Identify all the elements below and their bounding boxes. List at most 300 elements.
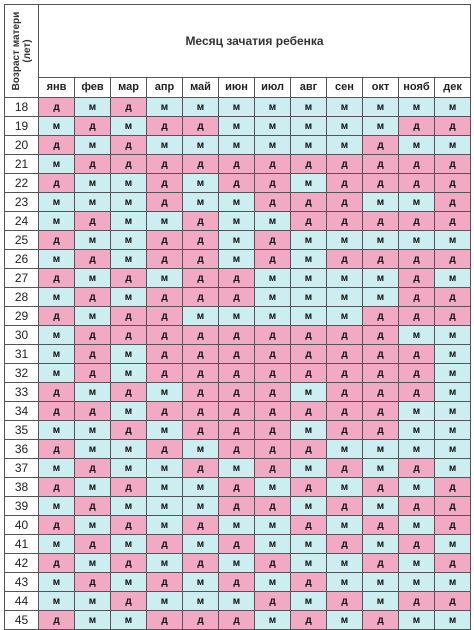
age-column-label: Возраст матери (лет) <box>10 11 33 91</box>
gender-cell: м <box>291 383 327 402</box>
gender-cell: д <box>255 174 291 193</box>
gender-cell: м <box>219 193 255 212</box>
table-row <box>5 592 471 611</box>
gender-cell: д <box>255 155 291 174</box>
gender-cell: м <box>255 98 291 117</box>
mother-age-cell: 36 <box>5 440 39 459</box>
gender-cell: д <box>111 421 147 440</box>
gender-cell: м <box>183 307 219 326</box>
gender-cell: м <box>147 478 183 497</box>
gender-cell: д <box>435 307 471 326</box>
gender-cell: м <box>327 611 363 630</box>
gender-cell: д <box>255 231 291 250</box>
gender-cell: м <box>39 288 75 307</box>
gender-cell: м <box>399 98 435 117</box>
gender-cell: м <box>291 288 327 307</box>
gender-cell: м <box>435 383 471 402</box>
gender-cell: д <box>183 459 219 478</box>
gender-cell: д <box>291 440 327 459</box>
gender-cell: д <box>255 383 291 402</box>
table-row <box>5 212 471 231</box>
gender-cell: д <box>291 155 327 174</box>
gender-cell: д <box>219 326 255 345</box>
gender-cell: д <box>111 554 147 573</box>
table-row <box>5 573 471 592</box>
gender-cell: д <box>291 212 327 231</box>
gender-cell: д <box>147 117 183 136</box>
gender-cell: д <box>291 573 327 592</box>
gender-cell: д <box>327 250 363 269</box>
gender-cell: д <box>39 516 75 535</box>
gender-cell: д <box>327 402 363 421</box>
gender-cell: м <box>291 421 327 440</box>
gender-cell: д <box>147 155 183 174</box>
table-row <box>5 402 471 421</box>
gender-cell: д <box>219 345 255 364</box>
gender-cell: д <box>75 402 111 421</box>
gender-cell: д <box>255 326 291 345</box>
gender-cell: м <box>255 516 291 535</box>
gender-cell: д <box>399 459 435 478</box>
mother-age-cell: 27 <box>5 269 39 288</box>
gender-cell: д <box>183 383 219 402</box>
gender-cell: м <box>219 212 255 231</box>
gender-cell: м <box>363 440 399 459</box>
gender-cell: д <box>399 592 435 611</box>
gender-cell: м <box>255 573 291 592</box>
table-row <box>5 326 471 345</box>
gender-cell: д <box>39 478 75 497</box>
gender-cell: д <box>255 440 291 459</box>
mother-age-cell: 31 <box>5 345 39 364</box>
gender-cell: д <box>255 193 291 212</box>
gender-cell: д <box>327 592 363 611</box>
gender-cell: д <box>399 288 435 307</box>
mother-age-cell: 25 <box>5 231 39 250</box>
gender-cell: м <box>435 535 471 554</box>
gender-cell: д <box>363 212 399 231</box>
gender-cell: д <box>147 174 183 193</box>
gender-cell: м <box>291 250 327 269</box>
gender-cell: м <box>183 98 219 117</box>
gender-cell: д <box>399 383 435 402</box>
gender-cell: м <box>183 440 219 459</box>
gender-cell: д <box>255 459 291 478</box>
gender-cell: м <box>291 136 327 155</box>
gender-cell: д <box>75 459 111 478</box>
gender-cell: м <box>39 212 75 231</box>
gender-cell: м <box>75 592 111 611</box>
gender-cell: м <box>255 307 291 326</box>
gender-cell: д <box>399 307 435 326</box>
gender-cell: м <box>39 364 75 383</box>
gender-cell: д <box>255 250 291 269</box>
gender-cell: д <box>39 231 75 250</box>
mother-age-cell: 35 <box>5 421 39 440</box>
gender-cell: д <box>363 421 399 440</box>
gender-cell: м <box>147 383 183 402</box>
gender-cell: м <box>111 212 147 231</box>
gender-cell: м <box>291 307 327 326</box>
gender-cell: д <box>183 288 219 307</box>
gender-cell: м <box>435 611 471 630</box>
gender-cell: д <box>363 554 399 573</box>
gender-cell: д <box>219 383 255 402</box>
gender-cell: д <box>147 231 183 250</box>
gender-cell: м <box>75 554 111 573</box>
gender-cell: м <box>363 497 399 516</box>
gender-cell: д <box>75 288 111 307</box>
gender-cell: д <box>183 212 219 231</box>
gender-cell: д <box>75 497 111 516</box>
gender-cell: м <box>435 402 471 421</box>
month-header: авг <box>291 77 327 97</box>
gender-cell: д <box>147 535 183 554</box>
gender-cell: м <box>111 497 147 516</box>
table-row <box>5 421 471 440</box>
gender-cell: м <box>219 592 255 611</box>
gender-cell: м <box>255 269 291 288</box>
gender-cell: м <box>219 307 255 326</box>
gender-cell: м <box>435 345 471 364</box>
gender-cell: д <box>147 250 183 269</box>
gender-cell: д <box>255 497 291 516</box>
table-row <box>5 231 471 250</box>
gender-cell: д <box>327 421 363 440</box>
gender-cell: м <box>75 440 111 459</box>
mother-age-cell: 19 <box>5 117 39 136</box>
conception-chart <box>4 4 470 627</box>
gender-cell: м <box>363 573 399 592</box>
gender-cell: д <box>363 345 399 364</box>
gender-cell: д <box>327 459 363 478</box>
gender-cell: д <box>219 288 255 307</box>
gender-cell: м <box>327 516 363 535</box>
gender-cell: м <box>111 459 147 478</box>
gender-cell: д <box>435 516 471 535</box>
gender-cell: м <box>255 136 291 155</box>
gender-cell: д <box>147 288 183 307</box>
gender-cell: д <box>219 364 255 383</box>
gender-cell: д <box>291 478 327 497</box>
table-row <box>5 535 471 554</box>
table-row <box>5 440 471 459</box>
gender-cell: д <box>327 174 363 193</box>
gender-cell: м <box>327 573 363 592</box>
mother-age-cell: 20 <box>5 136 39 155</box>
gender-cell: м <box>183 535 219 554</box>
gender-cell: д <box>75 364 111 383</box>
gender-cell: д <box>255 592 291 611</box>
gender-cell: м <box>75 516 111 535</box>
month-header: янв <box>39 77 75 97</box>
gender-cell: м <box>327 98 363 117</box>
gender-cell: м <box>219 136 255 155</box>
gender-cell: м <box>327 136 363 155</box>
gender-cell: д <box>183 326 219 345</box>
table-row <box>5 269 471 288</box>
gender-cell: д <box>75 535 111 554</box>
gender-cell: м <box>147 516 183 535</box>
gender-cell: д <box>291 364 327 383</box>
gender-cell: м <box>75 611 111 630</box>
gender-cell: м <box>183 193 219 212</box>
gender-cell: д <box>147 326 183 345</box>
gender-cell: д <box>147 611 183 630</box>
gender-cell: м <box>111 402 147 421</box>
gender-cell: м <box>291 592 327 611</box>
gender-cell: м <box>75 269 111 288</box>
gender-cell: д <box>291 402 327 421</box>
gender-cell: д <box>399 345 435 364</box>
gender-cell: д <box>255 554 291 573</box>
gender-cell: д <box>435 212 471 231</box>
gender-cell: м <box>363 117 399 136</box>
gender-cell: д <box>363 136 399 155</box>
gender-cell: д <box>435 497 471 516</box>
month-header: окт <box>363 77 399 97</box>
gender-cell: д <box>183 269 219 288</box>
gender-cell: д <box>219 421 255 440</box>
gender-cell: д <box>255 345 291 364</box>
gender-cell: д <box>435 288 471 307</box>
gender-cell: м <box>399 554 435 573</box>
gender-cell: д <box>75 250 111 269</box>
gender-cell: м <box>327 554 363 573</box>
gender-cell: д <box>435 117 471 136</box>
mother-age-cell: 38 <box>5 478 39 497</box>
age-column-header <box>5 5 39 98</box>
mother-age-cell: 40 <box>5 516 39 535</box>
gender-cell: д <box>327 497 363 516</box>
gender-cell: м <box>399 136 435 155</box>
gender-cell: м <box>183 497 219 516</box>
gender-cell: д <box>39 383 75 402</box>
mother-age-cell: 42 <box>5 554 39 573</box>
mother-age-cell: 41 <box>5 535 39 554</box>
gender-cell: д <box>363 383 399 402</box>
gender-cell: д <box>75 212 111 231</box>
gender-cell: м <box>111 250 147 269</box>
gender-cell: м <box>363 98 399 117</box>
gender-cell: м <box>147 136 183 155</box>
gender-cell: д <box>39 136 75 155</box>
gender-cell: м <box>39 459 75 478</box>
gender-cell: д <box>363 174 399 193</box>
gender-cell: м <box>147 554 183 573</box>
gender-cell: м <box>219 117 255 136</box>
table-body <box>5 98 471 630</box>
gender-cell: д <box>39 269 75 288</box>
gender-cell: д <box>435 592 471 611</box>
mother-age-cell: 29 <box>5 307 39 326</box>
table-title: Месяц зачатия ребенка <box>39 5 471 78</box>
gender-cell: д <box>147 402 183 421</box>
gender-cell: м <box>75 231 111 250</box>
gender-cell: д <box>435 250 471 269</box>
gender-cell: д <box>111 383 147 402</box>
mother-age-cell: 45 <box>5 611 39 630</box>
gender-cell: м <box>399 193 435 212</box>
gender-cell: м <box>183 136 219 155</box>
gender-cell: д <box>435 174 471 193</box>
gender-cell: м <box>183 174 219 193</box>
gender-cell: м <box>39 250 75 269</box>
gender-cell: д <box>75 117 111 136</box>
gender-cell: д <box>111 136 147 155</box>
gender-cell: м <box>147 269 183 288</box>
gender-cell: м <box>399 326 435 345</box>
gender-cell: д <box>435 478 471 497</box>
table-row <box>5 364 471 383</box>
gender-cell: м <box>399 402 435 421</box>
gender-cell: м <box>39 117 75 136</box>
gender-cell: м <box>111 364 147 383</box>
gender-cell: м <box>399 440 435 459</box>
table-row <box>5 174 471 193</box>
month-header: нояб <box>399 77 435 97</box>
gender-cell: м <box>183 592 219 611</box>
gender-cell: д <box>327 155 363 174</box>
gender-cell: м <box>111 611 147 630</box>
gender-cell: м <box>111 174 147 193</box>
gender-cell: м <box>291 98 327 117</box>
gender-cell: м <box>75 383 111 402</box>
gender-cell: м <box>399 421 435 440</box>
gender-cell: д <box>183 345 219 364</box>
gender-cell: м <box>435 326 471 345</box>
gender-cell: м <box>363 288 399 307</box>
month-header: сен <box>327 77 363 97</box>
gender-cell: д <box>291 193 327 212</box>
gender-cell: м <box>291 269 327 288</box>
gender-cell: м <box>39 535 75 554</box>
gender-cell: д <box>363 155 399 174</box>
gender-cell: м <box>435 421 471 440</box>
gender-cell: д <box>327 345 363 364</box>
gender-cell: д <box>39 611 75 630</box>
gender-cell: д <box>399 269 435 288</box>
table-row <box>5 554 471 573</box>
mother-age-cell: 23 <box>5 193 39 212</box>
gender-cell: м <box>111 345 147 364</box>
gender-cell: м <box>147 421 183 440</box>
gender-cell: д <box>183 117 219 136</box>
table-row <box>5 117 471 136</box>
gender-cell: д <box>363 611 399 630</box>
mother-age-cell: 21 <box>5 155 39 174</box>
gender-cell: м <box>39 573 75 592</box>
mother-age-cell: 22 <box>5 174 39 193</box>
gender-cell: д <box>75 326 111 345</box>
gender-cell: д <box>111 98 147 117</box>
gender-cell: м <box>327 288 363 307</box>
gender-cell: м <box>327 269 363 288</box>
gender-cell: д <box>147 440 183 459</box>
table-row <box>5 516 471 535</box>
gender-cell: д <box>111 155 147 174</box>
gender-cell: д <box>435 554 471 573</box>
gender-cell: д <box>75 155 111 174</box>
gender-cell: м <box>75 193 111 212</box>
gender-cell: д <box>219 535 255 554</box>
gender-cell: д <box>291 611 327 630</box>
gender-cell: м <box>75 421 111 440</box>
gender-cell: д <box>111 269 147 288</box>
mother-age-cell: 30 <box>5 326 39 345</box>
gender-cell: м <box>111 193 147 212</box>
gender-cell: м <box>327 440 363 459</box>
mother-age-cell: 44 <box>5 592 39 611</box>
month-header: фев <box>75 77 111 97</box>
gender-cell: д <box>291 516 327 535</box>
gender-cell: м <box>39 155 75 174</box>
mother-age-cell: 43 <box>5 573 39 592</box>
table-row <box>5 155 471 174</box>
gender-cell: д <box>327 212 363 231</box>
gender-cell: м <box>327 231 363 250</box>
table-row <box>5 383 471 402</box>
table-row <box>5 193 471 212</box>
gender-cell: д <box>219 155 255 174</box>
gender-cell: м <box>147 592 183 611</box>
gender-cell: д <box>183 402 219 421</box>
gender-cell: д <box>435 155 471 174</box>
gender-cell: м <box>435 459 471 478</box>
table-row <box>5 497 471 516</box>
gender-cell: м <box>435 573 471 592</box>
gender-cell: м <box>39 193 75 212</box>
gender-cell: м <box>327 478 363 497</box>
gender-cell: м <box>363 592 399 611</box>
gender-cell: м <box>39 345 75 364</box>
gender-cell: м <box>399 478 435 497</box>
gender-cell: д <box>147 345 183 364</box>
gender-cell: м <box>111 535 147 554</box>
gender-cell: м <box>147 459 183 478</box>
mother-age-cell: 34 <box>5 402 39 421</box>
gender-cell: м <box>291 459 327 478</box>
gender-cell: д <box>111 326 147 345</box>
gender-cell: д <box>219 174 255 193</box>
gender-cell: д <box>327 364 363 383</box>
gender-cell: д <box>147 573 183 592</box>
gender-cell: д <box>183 250 219 269</box>
gender-cell: м <box>435 269 471 288</box>
mother-age-cell: 24 <box>5 212 39 231</box>
gender-cell: м <box>291 174 327 193</box>
gender-cell: д <box>399 155 435 174</box>
gender-cell: д <box>219 402 255 421</box>
gender-cell: д <box>255 421 291 440</box>
gender-cell: м <box>75 174 111 193</box>
gender-cell: м <box>183 573 219 592</box>
gender-cell: д <box>111 592 147 611</box>
month-header-row <box>5 77 471 97</box>
gender-cell: м <box>111 231 147 250</box>
month-header: июн <box>219 77 255 97</box>
gender-cell: д <box>183 554 219 573</box>
gender-cell: д <box>183 231 219 250</box>
gender-cell: м <box>39 497 75 516</box>
gender-cell: д <box>39 554 75 573</box>
gender-cell: д <box>327 326 363 345</box>
gender-cell: д <box>327 383 363 402</box>
month-header: апр <box>147 77 183 97</box>
gender-cell: м <box>435 231 471 250</box>
gender-cell: д <box>363 478 399 497</box>
gender-table <box>4 4 471 630</box>
